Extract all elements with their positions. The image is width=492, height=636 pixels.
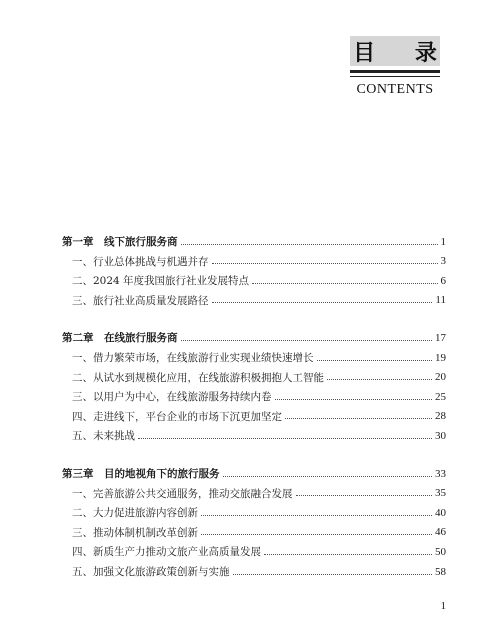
section-title: 二、从试水到规模化应用，在线旅游积极拥抱人工智能 [72, 371, 324, 384]
section-title: 五、加强文化旅游政策创新与实施 [72, 566, 230, 578]
section-title: 二、大力促进旅游内容创新 [72, 507, 198, 520]
section-page: 58 [435, 565, 446, 578]
section-title: 三、推动体制机制改革创新 [72, 526, 198, 539]
dot-leader [317, 359, 433, 361]
section-page: 25 [435, 390, 446, 403]
section-page: 6 [440, 274, 446, 287]
dot-leader [327, 378, 432, 380]
dot-leader [252, 282, 437, 284]
section-page: 11 [435, 294, 446, 307]
section-title: 四、新质生产力推动文旅产业高质量发展 [72, 546, 261, 559]
dot-leader [181, 339, 433, 341]
section-page: 28 [435, 410, 446, 423]
title-banner [350, 36, 453, 66]
section-title: 二、2024 年度我国旅行社业发展特点 [72, 275, 250, 288]
section-page: 40 [435, 506, 446, 519]
title-rule-thin [350, 76, 440, 77]
section-entry[interactable] [62, 267, 446, 287]
chapter-page: 1 [440, 235, 446, 248]
dot-leader [233, 573, 433, 575]
chapter-entry[interactable] [62, 228, 446, 248]
section-page: 3 [440, 255, 446, 268]
dot-leader [212, 262, 438, 264]
toc-header [350, 36, 453, 98]
section-page: 35 [435, 487, 446, 500]
section-entry[interactable] [62, 499, 446, 519]
section-title: 五、未来挑战 [72, 430, 135, 443]
chapter-3 [62, 460, 446, 578]
chapter-title: 第三章 目的地视角下的旅行服务 [62, 468, 220, 481]
section-entry[interactable] [62, 364, 446, 384]
dot-leader [201, 533, 432, 535]
dot-leader [285, 417, 432, 419]
dot-leader [296, 494, 433, 496]
dot-leader [212, 301, 433, 303]
section-page: 30 [435, 429, 446, 442]
section-title: 四、走进线下，平台企业的市场下沉更加坚定 [72, 410, 282, 423]
section-page: 20 [435, 371, 446, 384]
section-entry[interactable] [62, 519, 446, 539]
chapter-page: 33 [435, 467, 446, 480]
chapter-1 [62, 228, 446, 306]
section-title: 三、旅行社业高质量发展路径 [72, 294, 209, 307]
section-title: 一、行业总体挑战与机遇并存 [72, 255, 209, 268]
section-entry[interactable] [62, 344, 446, 364]
section-entry[interactable] [62, 383, 446, 403]
section-entry[interactable] [62, 403, 446, 423]
dot-leader [223, 475, 433, 477]
section-title: 三、以用户为中心，在线旅游服务持续内卷 [72, 391, 272, 404]
section-entry[interactable] [62, 287, 446, 307]
dot-leader [138, 437, 432, 439]
page-title: 目 录 [353, 40, 453, 66]
chapter-entry[interactable] [62, 460, 446, 480]
section-entry[interactable] [62, 480, 446, 500]
section-title: 一、借力繁荣市场，在线旅游行业实现业绩快速增长 [72, 352, 314, 365]
chapter-page: 17 [435, 331, 446, 344]
section-entry[interactable] [62, 422, 446, 442]
page-number: 1 [440, 600, 446, 612]
chapter-entry[interactable] [62, 324, 446, 344]
dot-leader [275, 398, 433, 400]
dot-leader [181, 243, 438, 245]
chapter-2 [62, 324, 446, 442]
section-title: 一、完善旅游公共交通服务，推动交旅融合发展 [72, 487, 293, 500]
dot-leader [264, 553, 432, 555]
chapter-title: 第一章 线下旅行服务商 [62, 236, 178, 249]
dot-leader [201, 514, 432, 516]
section-entry[interactable] [62, 248, 446, 268]
section-page: 19 [435, 351, 446, 364]
chapter-title: 第二章 在线旅行服务商 [62, 332, 178, 345]
title-rule-thick [350, 70, 440, 73]
table-of-contents [62, 228, 446, 596]
section-page: 50 [435, 545, 446, 558]
page-subtitle: CONTENTS [356, 82, 434, 97]
section-page: 46 [435, 526, 446, 539]
section-entry[interactable] [62, 558, 446, 578]
section-entry[interactable] [62, 538, 446, 558]
